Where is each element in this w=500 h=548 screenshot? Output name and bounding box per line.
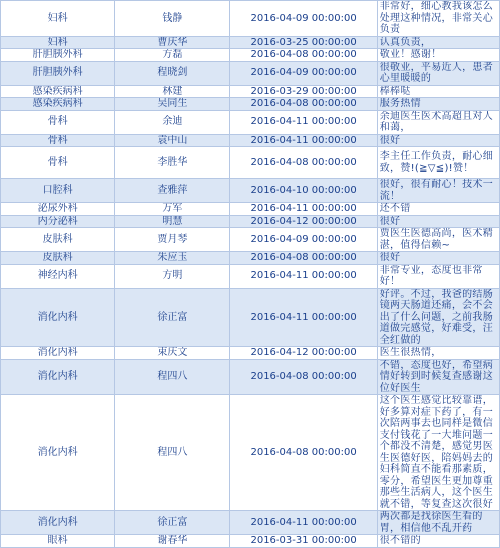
- comment-cell: 很好: [377, 215, 499, 228]
- doctor-cell: 贾月琴: [115, 228, 230, 252]
- dept-cell: 消化内科: [1, 395, 115, 511]
- comment-cell: 棒棒哒: [377, 85, 499, 98]
- comment-cell: 这个医生感觉比较靠谱，好多算对症下药了，有一次陪两事去也同样是微信支付钱花了一大堆问题一个都没不清楚，感觉男医生医德好医，陪妈妈去的妇科简直不能看那素质，零分，希望医生更加尊重那些生活病人，这个医生就不错，等复查这次很好: [377, 395, 499, 511]
- dept-cell: 感染疾病科: [1, 98, 115, 111]
- time-cell: 2016-04-10 00:00:00: [230, 179, 377, 203]
- dept-cell: 妇科: [1, 1, 115, 37]
- time-cell: 2016-04-08 00:00:00: [230, 49, 377, 62]
- table-row: [1, 511, 500, 535]
- dept-cell: 骨科: [1, 134, 115, 147]
- time-cell: 2016-04-12 00:00:00: [230, 215, 377, 228]
- comment-cell: 不错，态度也好，希望病情好转到时候复查感谢这位好医生: [377, 359, 499, 395]
- comment-cell: 很好，很有耐心！技术一流！: [377, 179, 499, 203]
- table-row: [1, 264, 500, 288]
- doctor-cell: 万军: [115, 203, 230, 216]
- doctor-cell: 吴同生: [115, 98, 230, 111]
- doctor-cell: 谢春华: [115, 535, 230, 548]
- doctor-cell: 钱静: [115, 1, 230, 37]
- time-cell: 2016-04-08 00:00:00: [230, 252, 377, 265]
- comment-cell: 贾医生医德高尚，医术精湛，值得信赖~: [377, 228, 499, 252]
- comment-cell: 还不错: [377, 203, 499, 216]
- time-cell: 2016-03-25 00:00:00: [230, 36, 377, 49]
- dept-cell: 眼科: [1, 535, 115, 548]
- dept-cell: 肝胆胰外科: [1, 61, 115, 85]
- dept-cell: 骨科: [1, 110, 115, 134]
- time-cell: 2016-04-11 00:00:00: [230, 264, 377, 288]
- table-row: [1, 36, 500, 49]
- dept-cell: 内分泌科: [1, 215, 115, 228]
- doctor-cell: 程晓剑: [115, 61, 230, 85]
- comment-cell: 很好: [377, 252, 499, 265]
- comment-cell: 很敬业，平易近人，患者心里暖暖的: [377, 61, 499, 85]
- time-cell: 2016-04-12 00:00:00: [230, 347, 377, 360]
- comment-cell: 敬业！感谢！: [377, 49, 499, 62]
- time-cell: 2016-04-09 00:00:00: [230, 61, 377, 85]
- table-row: [1, 252, 500, 265]
- comment-cell: 很不错的: [377, 535, 499, 548]
- time-cell: 2016-04-09 00:00:00: [230, 228, 377, 252]
- time-cell: 2016-03-29 00:00:00: [230, 85, 377, 98]
- doctor-cell: 袁中山: [115, 134, 230, 147]
- table-row: [1, 395, 500, 511]
- comment-cell: 李主任工作负责，耐心细致，赞!(≧▽≦)!赞！: [377, 147, 499, 179]
- doctor-cell: 林建: [115, 85, 230, 98]
- time-cell: 2016-04-11 00:00:00: [230, 511, 377, 535]
- doctor-cell: 余迪: [115, 110, 230, 134]
- comment-cell: 服务热情: [377, 98, 499, 111]
- table-row: [1, 147, 500, 179]
- doctor-cell: 查雅萍: [115, 179, 230, 203]
- comment-cell: 认真负责，: [377, 36, 499, 49]
- doctor-cell: 束庆文: [115, 347, 230, 360]
- doctor-cell: 明慧: [115, 215, 230, 228]
- doctor-cell: 朱应玉: [115, 252, 230, 265]
- table-row: [1, 134, 500, 147]
- table-row: [1, 347, 500, 360]
- table-row: [1, 1, 500, 37]
- table-row: [1, 215, 500, 228]
- doctor-cell: 徐正富: [115, 511, 230, 535]
- doctor-cell: 曹庆华: [115, 36, 230, 49]
- time-cell: 2016-04-11 00:00:00: [230, 288, 377, 347]
- dept-cell: 消化内科: [1, 347, 115, 360]
- time-cell: 2016-04-08 00:00:00: [230, 395, 377, 511]
- table-row: [1, 228, 500, 252]
- comment-cell: 很好: [377, 134, 499, 147]
- table-row: [1, 49, 500, 62]
- time-cell: 2016-04-08 00:00:00: [230, 359, 377, 395]
- table-row: [1, 203, 500, 216]
- dept-cell: 皮肤科: [1, 252, 115, 265]
- table-row: [1, 98, 500, 111]
- table-row: [1, 179, 500, 203]
- table-row: [1, 288, 500, 347]
- doctor-cell: 程四八: [115, 359, 230, 395]
- table-row: [1, 61, 500, 85]
- doctor-cell: 程四八: [115, 395, 230, 511]
- dept-cell: 泌尿外科: [1, 203, 115, 216]
- dept-cell: 消化内科: [1, 288, 115, 347]
- table-row: [1, 110, 500, 134]
- dept-cell: 皮肤科: [1, 228, 115, 252]
- dept-cell: 肝胆胰外科: [1, 49, 115, 62]
- doctor-cell: 李胜华: [115, 147, 230, 179]
- comment-cell: 两次都是找徐医生看的胃，相信他不乱开药: [377, 511, 499, 535]
- dept-cell: 口腔科: [1, 179, 115, 203]
- comment-cell: 非常专业，态度也非常好！: [377, 264, 499, 288]
- time-cell: 2016-04-11 00:00:00: [230, 110, 377, 134]
- table-row: [1, 359, 500, 395]
- comment-cell: 余迪医生医术高超且对人和蔼，: [377, 110, 499, 134]
- time-cell: 2016-04-08 00:00:00: [230, 147, 377, 179]
- doctor-cell: 方磊: [115, 49, 230, 62]
- table-row: [1, 85, 500, 98]
- comment-cell: 非常好，细心教我该怎么处理这种情况，非常关心负责: [377, 1, 499, 37]
- dept-cell: 神经内科: [1, 264, 115, 288]
- dept-cell: 消化内科: [1, 511, 115, 535]
- time-cell: 2016-04-11 00:00:00: [230, 203, 377, 216]
- dept-cell: 妇科: [1, 36, 115, 49]
- time-cell: 2016-03-31 00:00:00: [230, 535, 377, 548]
- comment-cell: 医生很热情，: [377, 347, 499, 360]
- comment-cell: 好评。不过，我爸的结肠镜两天肠道还痛，会不会出了什么问题，之前我肠道做完感觉，好难受，汪全红做的: [377, 288, 499, 347]
- doctor-cell: 徐正富: [115, 288, 230, 347]
- dept-cell: 感染疾病科: [1, 85, 115, 98]
- time-cell: 2016-04-09 00:00:00: [230, 1, 377, 37]
- dept-cell: 骨科: [1, 147, 115, 179]
- table-row: [1, 535, 500, 548]
- time-cell: 2016-04-08 00:00:00: [230, 98, 377, 111]
- doctor-cell: 方明: [115, 264, 230, 288]
- dept-cell: 消化内科: [1, 359, 115, 395]
- time-cell: 2016-04-11 00:00:00: [230, 134, 377, 147]
